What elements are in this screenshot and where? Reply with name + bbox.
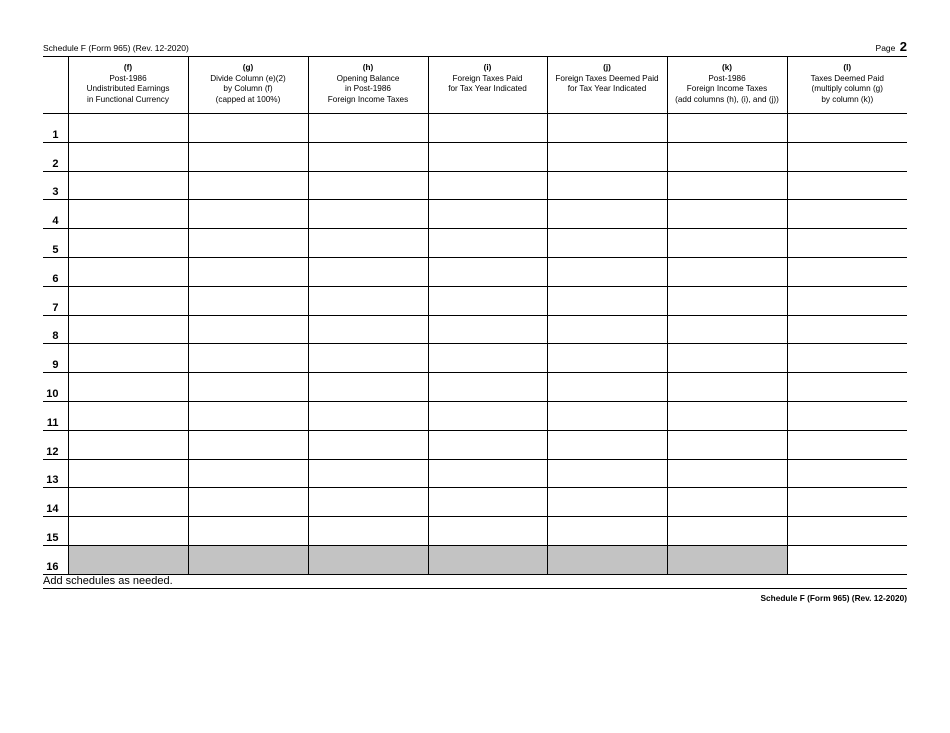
column-description-line: Divide Column (e)(2): [210, 73, 286, 83]
line-number: 5: [43, 229, 68, 258]
entry-cell-i[interactable]: [428, 171, 547, 200]
column-description-line: by column (k)): [821, 94, 874, 104]
entry-cell-h[interactable]: [308, 257, 428, 286]
column-header-l: [787, 57, 907, 114]
column-header-h: [308, 57, 428, 114]
entry-cell-h[interactable]: [308, 430, 428, 459]
column-description-line: Foreign Taxes Paid: [452, 73, 523, 83]
entry-cell-l[interactable]: [787, 257, 907, 286]
entry-cell-k[interactable]: [667, 517, 787, 546]
column-header-i: [428, 57, 547, 114]
line-number: 16: [43, 545, 68, 574]
column-description-line: Post-1986: [708, 73, 746, 83]
column-header-f: [68, 57, 188, 114]
entry-cell-f[interactable]: [68, 142, 188, 171]
entry-cell-k[interactable]: [667, 315, 787, 344]
entry-cell-f[interactable]: [68, 114, 188, 143]
line-number: 3: [43, 171, 68, 200]
line-number: 12: [43, 430, 68, 459]
entry-cell-i[interactable]: [428, 517, 547, 546]
entry-cell-l[interactable]: [787, 344, 907, 373]
entry-cell-i[interactable]: [428, 459, 547, 488]
entry-cell-i[interactable]: [428, 430, 547, 459]
entry-cell-f[interactable]: [68, 200, 188, 229]
entry-cell-j[interactable]: [547, 315, 667, 344]
entry-cell-k[interactable]: [667, 142, 787, 171]
entry-cell-j[interactable]: [547, 229, 667, 258]
column-letter: (f): [123, 63, 133, 72]
entry-cell-h[interactable]: [308, 229, 428, 258]
entry-cell-k[interactable]: [667, 401, 787, 430]
entry-cell-g[interactable]: [188, 315, 308, 344]
line-number: 10: [43, 373, 68, 402]
entry-cell-f[interactable]: [68, 488, 188, 517]
entry-cell-i[interactable]: [428, 488, 547, 517]
entry-cell-k[interactable]: [667, 344, 787, 373]
entry-cell-l[interactable]: [787, 200, 907, 229]
entry-cell-g[interactable]: [188, 517, 308, 546]
table-row: [43, 171, 907, 200]
table-row: [43, 286, 907, 315]
entry-cell-h[interactable]: [308, 373, 428, 402]
entry-cell-f[interactable]: [68, 286, 188, 315]
line-number: 2: [43, 142, 68, 171]
table-row: [43, 459, 907, 488]
page-number: 2: [899, 39, 907, 54]
column-description-line: Opening Balance: [336, 73, 400, 83]
entry-cell-g[interactable]: [188, 142, 308, 171]
entry-cell-k[interactable]: [667, 257, 787, 286]
entry-cell-i[interactable]: [428, 114, 547, 143]
entry-cell-i[interactable]: [428, 401, 547, 430]
entry-cell-i[interactable]: [428, 257, 547, 286]
column-letter: (i): [483, 63, 492, 72]
column-description-line: in Post-1986: [345, 84, 391, 93]
entry-cell-j[interactable]: [547, 171, 667, 200]
page-indicator: [876, 39, 907, 54]
column-description-line: Taxes Deemed Paid: [810, 73, 884, 83]
entry-cell-j[interactable]: [547, 430, 667, 459]
entry-cell-j[interactable]: [547, 286, 667, 315]
table-row: [43, 200, 907, 229]
line-number: 9: [43, 344, 68, 373]
entry-cell-h[interactable]: [308, 401, 428, 430]
column-description-line: in Functional Currency: [87, 94, 169, 104]
shaded-cell: [547, 545, 667, 574]
entry-cell-j[interactable]: [547, 344, 667, 373]
column-header-k: [667, 57, 787, 114]
table-row: [43, 257, 907, 286]
entry-cell-k[interactable]: [667, 488, 787, 517]
column-header-row: [43, 57, 907, 114]
entry-cell-h[interactable]: [308, 114, 428, 143]
column-description-line: Foreign Income Taxes: [686, 84, 768, 93]
table-row: [43, 229, 907, 258]
add-schedules-note: Add schedules as needed.: [43, 575, 173, 587]
column-letter: (h): [362, 63, 374, 72]
entry-cell-i[interactable]: [428, 315, 547, 344]
column-description-line: Foreign Taxes Deemed Paid: [555, 73, 659, 83]
entry-cell-h[interactable]: [308, 459, 428, 488]
line-number: 4: [43, 200, 68, 229]
bottom-rule: [43, 588, 907, 589]
entry-cell-l[interactable]: [787, 517, 907, 546]
entry-cell-i[interactable]: [428, 286, 547, 315]
column-header-g: [188, 57, 308, 114]
entry-cell-g[interactable]: [188, 459, 308, 488]
entry-cell-l[interactable]: [787, 171, 907, 200]
entry-cell-g[interactable]: [188, 488, 308, 517]
entry-cell-h[interactable]: [308, 517, 428, 546]
entry-cell-j[interactable]: [547, 114, 667, 143]
entry-cell-f[interactable]: [68, 229, 188, 258]
entry-cell-i[interactable]: [428, 200, 547, 229]
column-description-line: Post-1986: [109, 73, 147, 83]
shaded-cell: [667, 545, 787, 574]
entry-cell-l[interactable]: [787, 142, 907, 171]
line-number: 14: [43, 488, 68, 517]
line-number: 7: [43, 286, 68, 315]
entry-cell-l[interactable]: [787, 401, 907, 430]
page-label: Page: [875, 43, 896, 53]
line-number: 11: [43, 401, 68, 430]
shaded-cell: [68, 545, 188, 574]
entry-cell-h[interactable]: [308, 286, 428, 315]
entry-cell-i[interactable]: [428, 229, 547, 258]
entry-cell-g[interactable]: [188, 430, 308, 459]
entry-cell-j[interactable]: [547, 517, 667, 546]
entry-cell-k[interactable]: [667, 171, 787, 200]
entry-cell-f[interactable]: [68, 430, 188, 459]
entry-cell-g[interactable]: [188, 114, 308, 143]
entry-cell-f[interactable]: [68, 257, 188, 286]
entry-cell-k[interactable]: [667, 459, 787, 488]
column-letter: (g): [242, 63, 254, 72]
line-number-header: [43, 57, 68, 114]
entry-cell-l[interactable]: [787, 114, 907, 143]
entry-cell-h[interactable]: [308, 488, 428, 517]
entry-cell-k[interactable]: [667, 373, 787, 402]
entry-cell-j[interactable]: [547, 142, 667, 171]
entry-cell-h[interactable]: [308, 171, 428, 200]
table-row: [43, 373, 907, 402]
entry-cell-j[interactable]: [547, 401, 667, 430]
table-row: [43, 488, 907, 517]
entry-cell-g[interactable]: [188, 344, 308, 373]
shaded-cell: [188, 545, 308, 574]
entry-cell-k[interactable]: [667, 114, 787, 143]
line-number: 13: [43, 459, 68, 488]
entry-cell-f[interactable]: [68, 315, 188, 344]
entry-cell-g[interactable]: [188, 401, 308, 430]
column-letter: (l): [843, 63, 852, 72]
entry-cell-l[interactable]: [787, 315, 907, 344]
entry-cell-l[interactable]: [787, 545, 907, 574]
table-row: [43, 545, 907, 574]
entry-cell-i[interactable]: [428, 344, 547, 373]
entry-cell-g[interactable]: [188, 257, 308, 286]
entry-cell-f[interactable]: [68, 373, 188, 402]
line-number: 15: [43, 517, 68, 546]
entry-cell-h[interactable]: [308, 344, 428, 373]
entry-cell-f[interactable]: [68, 401, 188, 430]
table-row: [43, 430, 907, 459]
schedule-f-table: [43, 56, 907, 575]
column-description-line: by Column (f): [223, 84, 273, 93]
shaded-cell: [428, 545, 547, 574]
entry-cell-f[interactable]: [68, 171, 188, 200]
table-row: [43, 142, 907, 171]
entry-cell-l[interactable]: [787, 373, 907, 402]
column-description-line: Foreign Income Taxes: [327, 94, 409, 104]
entry-cell-k[interactable]: [667, 229, 787, 258]
column-description-line: (add columns (h), (i), and (j)): [675, 94, 779, 104]
entry-cell-f[interactable]: [68, 517, 188, 546]
entry-cell-g[interactable]: [188, 229, 308, 258]
entry-cell-k[interactable]: [667, 200, 787, 229]
entry-cell-l[interactable]: [787, 488, 907, 517]
entry-cell-j[interactable]: [547, 488, 667, 517]
table-row: [43, 114, 907, 143]
shaded-cell: [308, 545, 428, 574]
entry-cell-h[interactable]: [308, 142, 428, 171]
entry-cell-i[interactable]: [428, 142, 547, 171]
table-row: [43, 315, 907, 344]
line-number: 6: [43, 257, 68, 286]
column-description-line: for Tax Year Indicated: [567, 84, 647, 93]
line-number: 1: [43, 114, 68, 143]
entry-cell-g[interactable]: [188, 200, 308, 229]
entry-cell-k[interactable]: [667, 430, 787, 459]
line-number: 8: [43, 315, 68, 344]
form-identifier: Schedule F (Form 965) (Rev. 12-2020): [43, 43, 189, 53]
column-description-line: (capped at 100%): [215, 94, 281, 104]
entry-cell-f[interactable]: [68, 344, 188, 373]
column-header-j: [547, 57, 667, 114]
entry-cell-l[interactable]: [787, 286, 907, 315]
entry-cell-j[interactable]: [547, 459, 667, 488]
column-letter: (j): [603, 63, 611, 72]
entry-cell-j[interactable]: [547, 200, 667, 229]
column-description-line: for Tax Year Indicated: [448, 84, 527, 93]
entry-cell-h[interactable]: [308, 200, 428, 229]
footer-form-identifier: Schedule F (Form 965) (Rev. 12-2020): [760, 593, 907, 603]
column-letter: (k): [721, 63, 732, 72]
entry-cell-f[interactable]: [68, 459, 188, 488]
table-row: [43, 517, 907, 546]
entry-cell-l[interactable]: [787, 459, 907, 488]
entry-cell-g[interactable]: [188, 373, 308, 402]
entry-cell-g[interactable]: [188, 286, 308, 315]
entry-cell-j[interactable]: [547, 257, 667, 286]
table-body: [43, 114, 907, 575]
entry-cell-l[interactable]: [787, 229, 907, 258]
entry-cell-i[interactable]: [428, 373, 547, 402]
column-description-line: Undistributed Earnings: [86, 84, 170, 93]
column-description-line: (multiply column (g): [811, 84, 883, 93]
table-row: [43, 401, 907, 430]
table-row: [43, 344, 907, 373]
entry-cell-g[interactable]: [188, 171, 308, 200]
entry-cell-k[interactable]: [667, 286, 787, 315]
entry-cell-h[interactable]: [308, 315, 428, 344]
entry-cell-l[interactable]: [787, 430, 907, 459]
entry-cell-j[interactable]: [547, 373, 667, 402]
